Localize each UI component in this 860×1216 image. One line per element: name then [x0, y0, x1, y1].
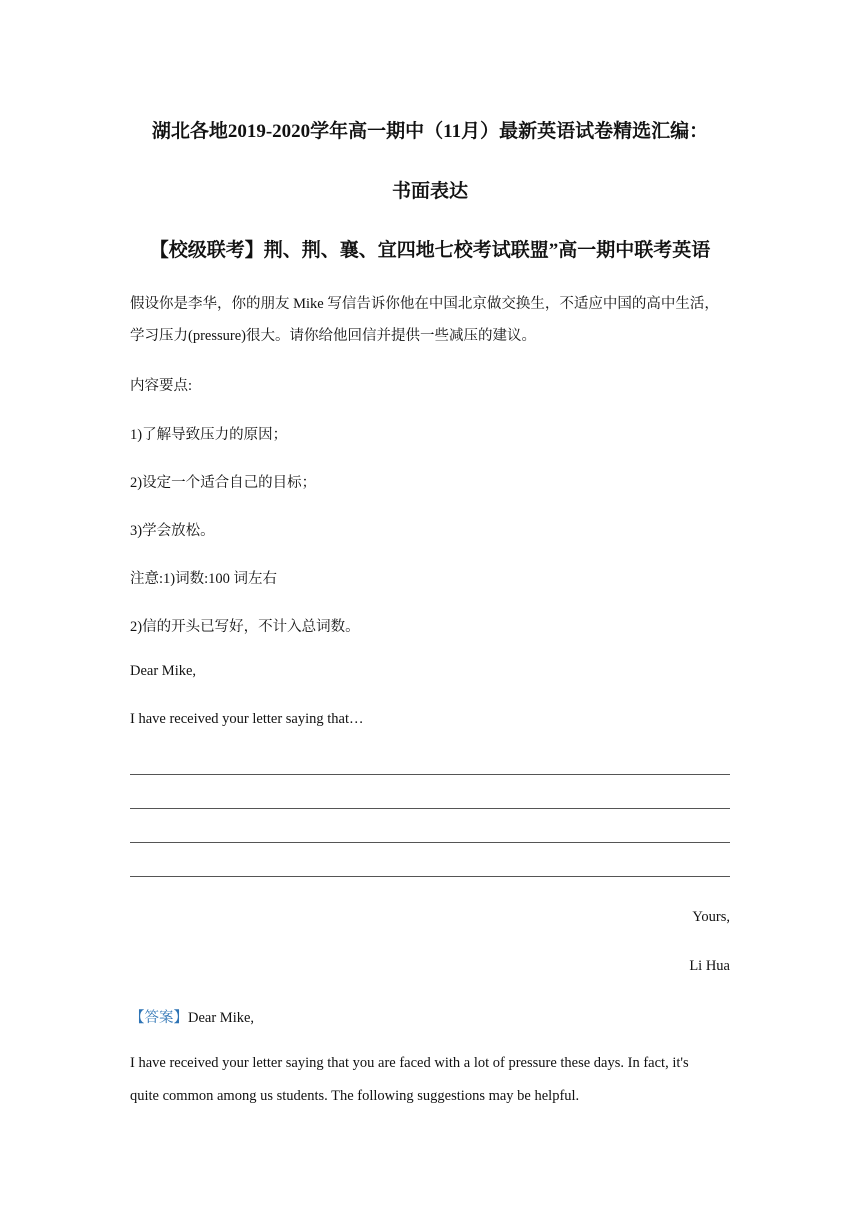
letter-signature: Li Hua [689, 958, 730, 974]
answer-blank-line [130, 876, 730, 877]
answer-line-2: quite common among us students. The following suggestions may be helpful. [130, 1088, 580, 1104]
answer-blank-line [130, 774, 730, 775]
answer-label: 【答案】 [130, 1010, 188, 1026]
prompt-paragraph-line2: 学习压力(pressure)很大。请你给他回信并提供一些减压的建议。 [130, 328, 536, 344]
answer-blank-line [130, 808, 730, 809]
page-title-line2: 书面表达 [391, 181, 468, 202]
page-title: 湖北各地2019-2020学年高一期中（11月）最新英语试卷精选汇编： [151, 121, 709, 142]
section-subtitle: 【校级联考】荆、荆、襄、宜四地七校考试联盟”高一期中联考英语 [149, 240, 711, 261]
point-2: 2)设定一个适合自己的目标； [130, 475, 317, 491]
letter-closing: Yours, [692, 909, 730, 925]
note-2: 2)信的开头已写好，不计入总词数。 [130, 619, 360, 635]
letter-opening: I have received your letter saying that… [130, 711, 364, 727]
answer-first-line [130, 1006, 254, 1027]
point-1: 1)了解导致压力的原因； [130, 427, 288, 443]
prompt-paragraph-line1: 假设你是李华，你的朋友 Mike 写信告诉你他在中国北京做交换生，不适应中国的高中生活， [130, 296, 719, 312]
answer-greeting: Dear Mike, [188, 1010, 255, 1026]
answer-blank-line [130, 842, 730, 843]
points-heading: 内容要点: [130, 378, 193, 394]
point-3: 3)学会放松。 [130, 523, 215, 539]
answer-line-1: I have received your letter saying that you are faced with a lot of pressure these days. In fact, it's [130, 1055, 689, 1071]
note-1: 注意:1)词数:100 词左右 [130, 571, 278, 587]
letter-greeting: Dear Mike, [130, 663, 197, 679]
